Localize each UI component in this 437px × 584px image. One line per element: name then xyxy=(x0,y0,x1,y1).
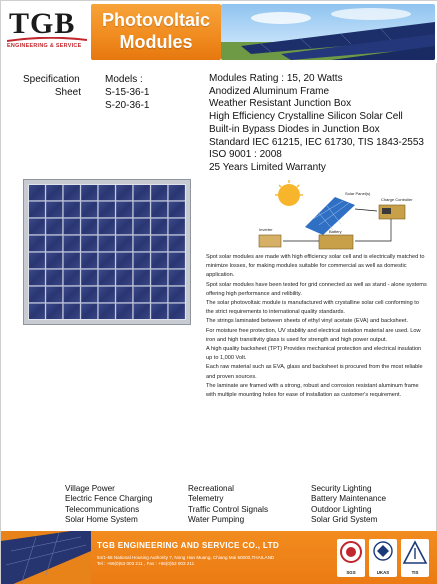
application-item: Telemetry xyxy=(188,494,224,504)
application-item: Electric Fence Charging xyxy=(65,494,153,504)
feature-item: Anodized Aluminum Frame xyxy=(209,85,330,97)
ukas-cert-logo xyxy=(369,539,397,577)
logo-subtitle: ENGINEERING & SERVICE xyxy=(7,43,82,49)
footer-address-line-2: Tel : +66(0)53 003 211 , Fax : +66(0)53 003 211 xyxy=(97,561,195,566)
feature-item: Built-in Bypass Diodes in Junction Box xyxy=(209,123,380,135)
application-item: Water Pumping xyxy=(188,515,245,525)
diagram-battery-label: Battery xyxy=(329,229,342,234)
description-paragraph: A high quality backsheet (TPT) Provides mechanical protection and electrical insulation up to 1,000 Volt. xyxy=(206,346,422,362)
application-item: Recreational xyxy=(188,484,234,493)
application-item: Battery Maintenance xyxy=(311,494,387,504)
footer-address-line-1: 54/1-56 National Housing Authority 7, Nong Han Muang, Chiang Mai 50000,THAILAND xyxy=(97,555,275,560)
application-item: Village Power xyxy=(65,484,115,493)
application-item: Traffic Control Signals xyxy=(188,504,269,514)
title-line-2: Modules xyxy=(119,32,193,52)
description-paragraph: The solar photovoltaic module is manufactured with crystalline solar cell conforming to the strict requirements to international quality standards. xyxy=(206,300,419,316)
spec-label-line-2: Sheet xyxy=(54,87,81,98)
models-label: Models : xyxy=(105,74,143,85)
application-item: Security Lighting xyxy=(311,484,372,493)
sgs-cert-logo xyxy=(337,539,365,577)
feature-item: Weather Resistant Junction Box xyxy=(209,98,352,110)
model-item: S-15-36-1 xyxy=(105,87,150,98)
footer-address xyxy=(97,555,274,567)
spec-label-line-1: Specification xyxy=(23,74,80,85)
feature-item: ISO 9001 : 2008 xyxy=(209,149,282,161)
footer-company-name: TGB ENGINEERING AND SERVICE CO., LTD xyxy=(97,541,280,550)
inverter-icon xyxy=(259,235,281,247)
description-text xyxy=(206,253,428,400)
description-paragraph: For moisture free protection, UV stability and electrical isolation material are used. Low iron and high transitivity glass is used for strength and high power output. xyxy=(206,327,421,343)
ukas-cert-caption: UKAS xyxy=(376,570,390,575)
page-title xyxy=(91,9,221,53)
solar-panel-image xyxy=(23,179,191,325)
description-paragraph: The laminate are framed with a strong, robust and corrosion resistant aluminum frame with multiple mounting holes for ease of installation as customer's requirement. xyxy=(206,382,419,399)
battery-icon xyxy=(319,235,353,249)
sgs-cert-caption: SGS xyxy=(346,570,356,575)
application-item: Outdoor Lighting xyxy=(311,504,372,514)
logo-text: TGB xyxy=(9,7,76,40)
description-paragraph: Spot solar modules are made with high efficiency solar cell and is electrically matched to minimize losses, for making modules suitable for commercial as well as domestic application. xyxy=(206,254,425,279)
model-item: S-20-36-1 xyxy=(105,100,150,111)
application-item: Telecommunications xyxy=(65,504,140,514)
feature-item: High Efficiency Crystalline Silicon Solar Cell xyxy=(209,111,403,123)
application-item: Solar Grid System xyxy=(311,515,378,525)
application-item: Solar Home System xyxy=(65,515,138,525)
header xyxy=(1,1,437,63)
charge-controller-icon xyxy=(379,205,405,219)
tis-cert-caption: TIS xyxy=(411,570,419,575)
title-line-1: Photovoltaic xyxy=(101,10,210,30)
footer-panel-image xyxy=(1,531,91,584)
solar-panel-cells xyxy=(28,184,186,320)
applications-column-1 xyxy=(65,484,152,526)
models-list xyxy=(105,73,149,112)
footer xyxy=(1,531,437,584)
diagram-inverter-label: Inverter xyxy=(259,227,273,232)
feature-item: Standard IEC 61215, IEC 61730, TIS 1843-2553 xyxy=(209,136,424,148)
system-diagram xyxy=(223,179,423,251)
solar-field-photo xyxy=(221,4,435,60)
applications-column-3 xyxy=(311,484,386,526)
tgb-logo xyxy=(5,5,89,59)
features-list xyxy=(209,73,424,175)
tis-cert-logo xyxy=(401,539,429,577)
feature-item: Modules Rating : 15, 20 Watts xyxy=(209,73,343,84)
sun-icon xyxy=(275,180,303,206)
spec-sheet-label xyxy=(23,73,81,99)
description-paragraph: Each raw material such as EVA, glass and backsheet is procured from the most reliable and proven sources. xyxy=(206,364,423,380)
diagram-controller-label: Charge Controller xyxy=(381,197,413,202)
description-paragraph: The strings laminated between sheets of ethyl vinyl acetate (EVA) and backsheet. xyxy=(206,318,409,325)
applications-column-2 xyxy=(188,484,268,526)
diagram-solar-label: Solar Panel(s) xyxy=(345,191,371,196)
description-paragraph: Spot solar modules have been tested for grid connected as well as stand - alone systems offering high performance and relibility. xyxy=(206,281,427,297)
feature-item: 25 Years Limited Warranty xyxy=(209,161,326,173)
